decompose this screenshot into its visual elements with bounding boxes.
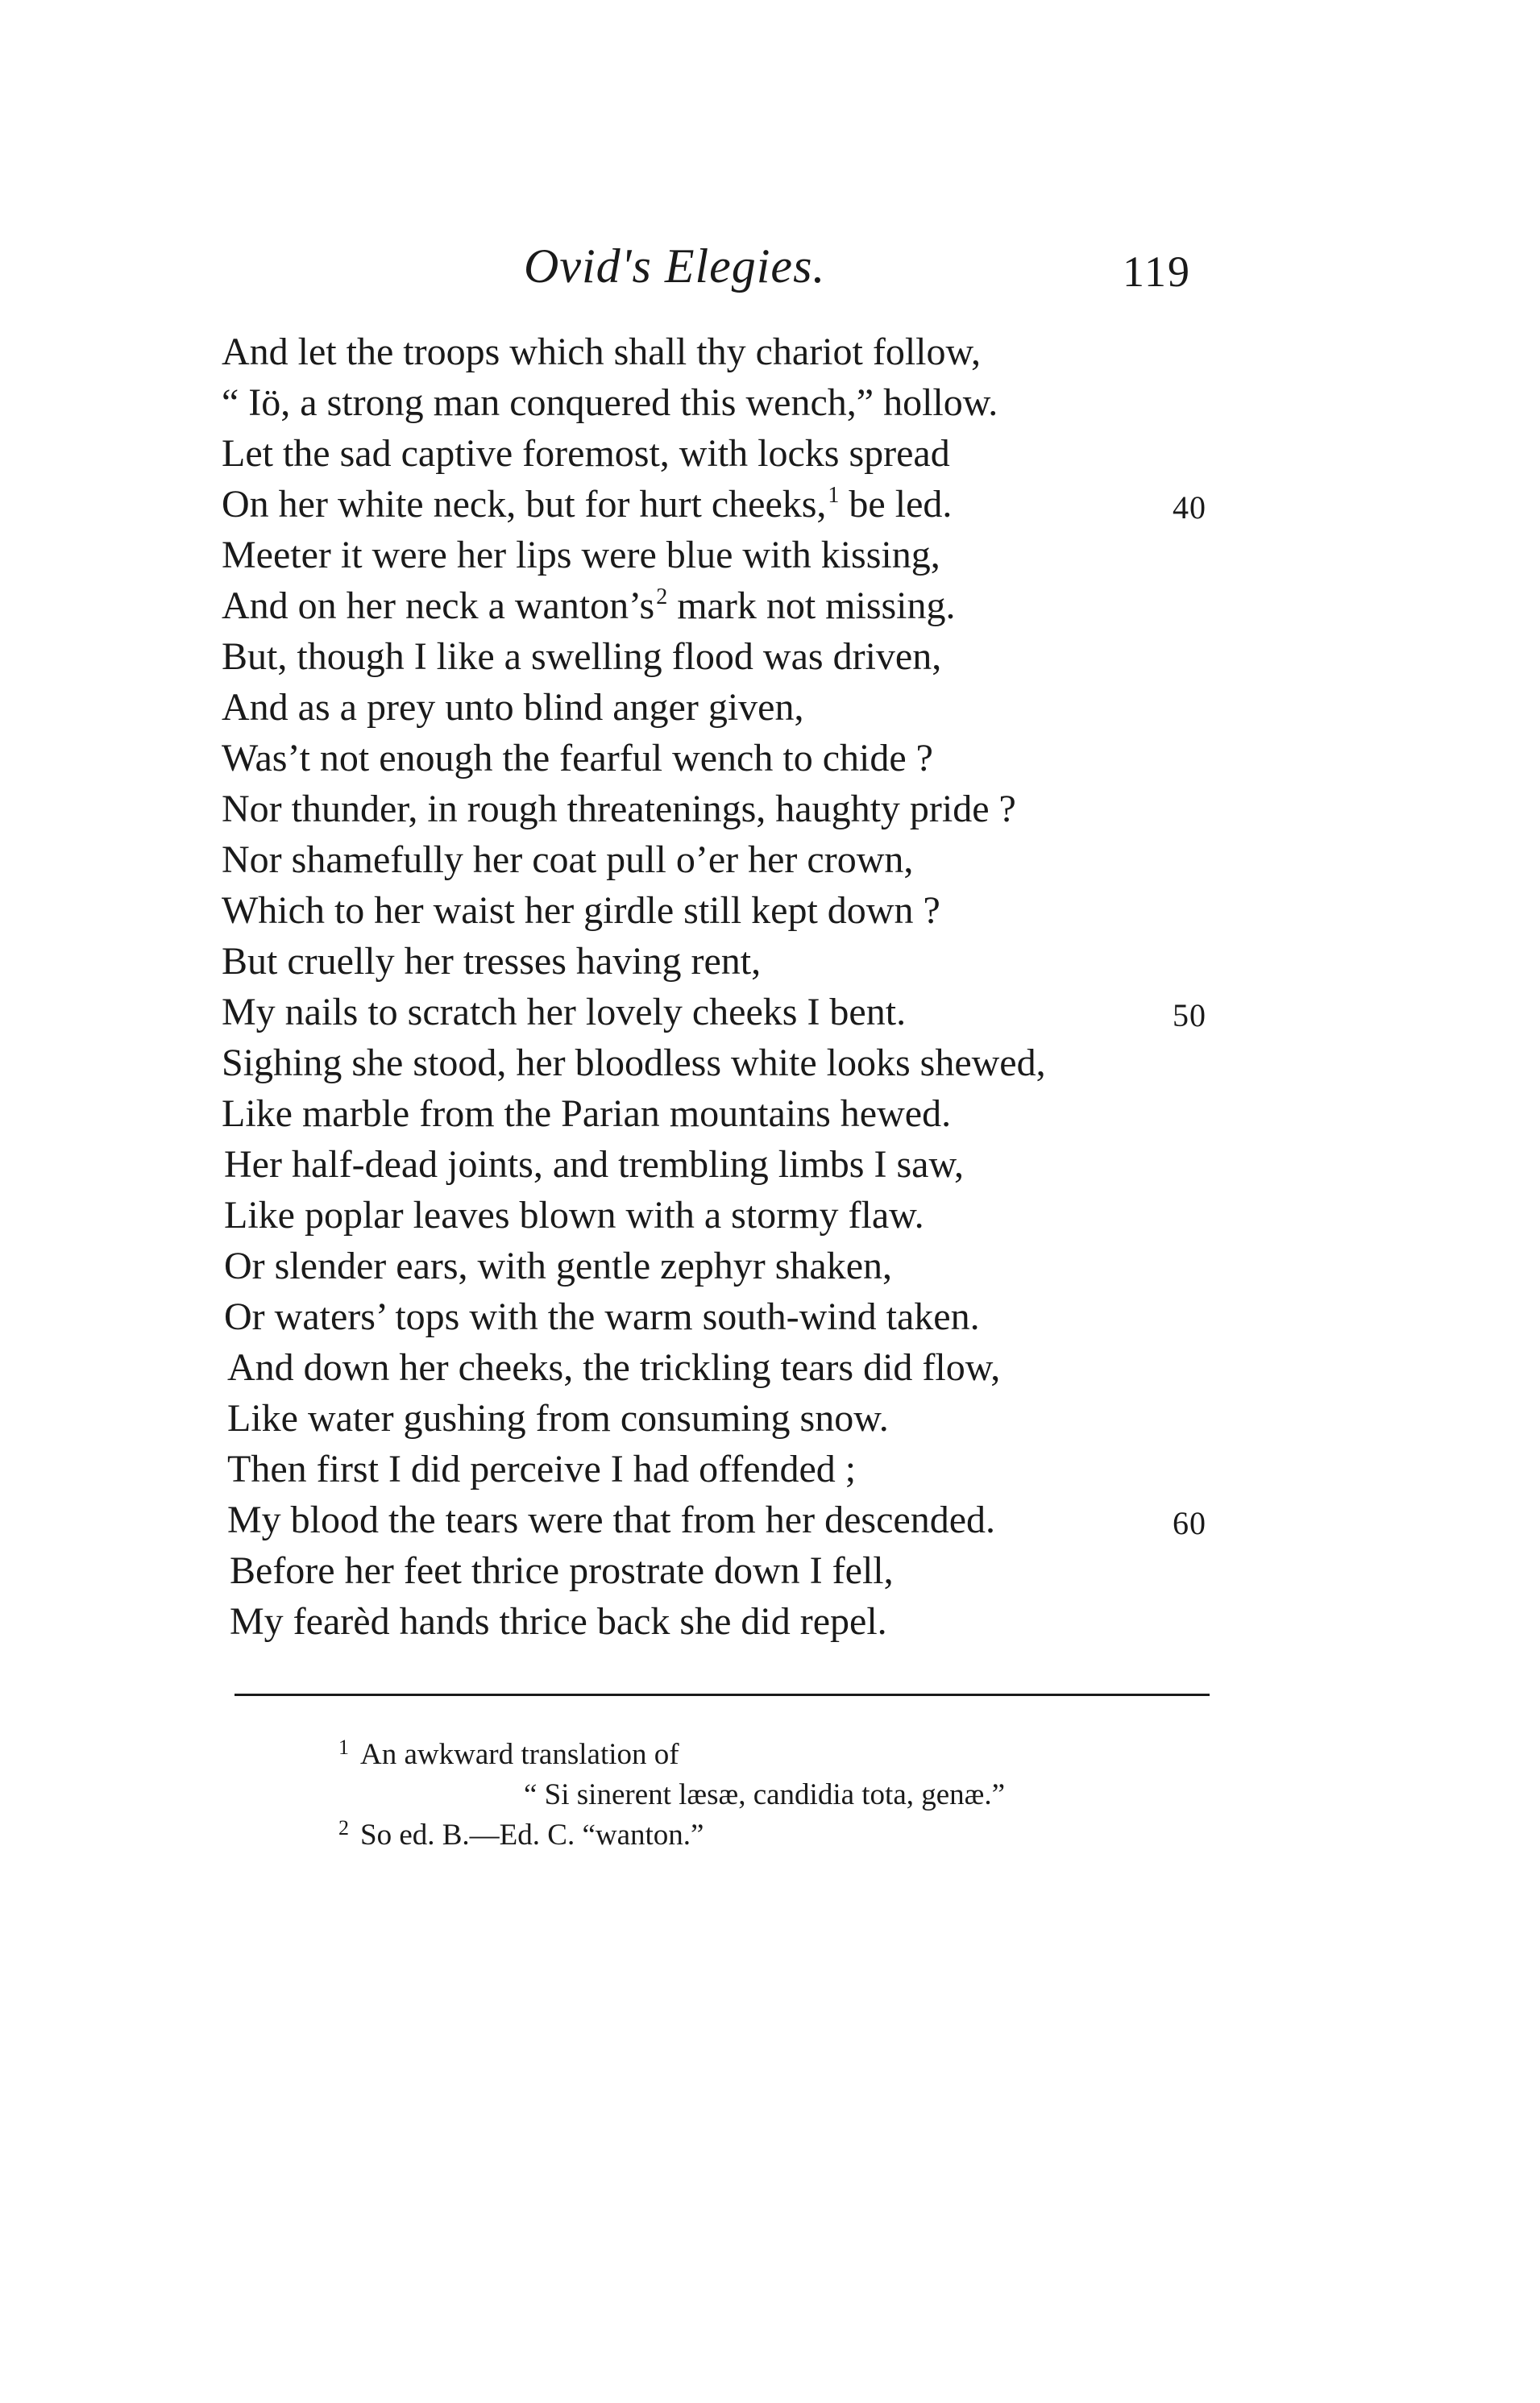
verse-text: My fearèd hands thrice back she did repel. bbox=[230, 1600, 887, 1643]
verse-line bbox=[222, 1037, 1229, 1088]
verse-text: Meeter it were her lips were blue with kissing, bbox=[222, 534, 940, 576]
verse-line bbox=[222, 479, 1229, 530]
verse-text: But cruelly her tresses having rent, bbox=[222, 940, 762, 983]
verse-text: Before her feet thrice prostrate down I fell, bbox=[230, 1549, 894, 1592]
line-number: 40 bbox=[1173, 489, 1206, 526]
verse-line bbox=[222, 1495, 1229, 1545]
verse-line bbox=[222, 1393, 1229, 1444]
verse-text: Sighing she stood, her bloodless white looks shewed, bbox=[222, 1041, 1046, 1084]
verse-line bbox=[222, 1342, 1229, 1393]
verse-text-continued: be led. bbox=[839, 483, 953, 526]
verse-line bbox=[222, 1190, 1229, 1241]
verse-line bbox=[222, 1596, 1229, 1647]
verse-text: And as a prey unto blind anger given, bbox=[222, 686, 804, 729]
verse-text: Or slender ears, with gentle zephyr shaken, bbox=[224, 1245, 893, 1287]
verse-line bbox=[222, 580, 1229, 631]
footnotes bbox=[338, 1735, 1144, 1856]
verse-text: And down her cheeks, the trickling tears did flow, bbox=[227, 1346, 1001, 1389]
verse-text: Her half-dead joints, and trembling limbs I saw, bbox=[224, 1143, 964, 1186]
verse-line bbox=[222, 1139, 1229, 1190]
verse-text: But, though I like a swelling flood was driven, bbox=[222, 635, 942, 678]
verse-line bbox=[222, 1241, 1229, 1291]
footnote-1: 1 An awkward translation of bbox=[338, 1736, 679, 1771]
verse-block bbox=[222, 326, 1229, 1647]
verse-line bbox=[222, 834, 1229, 885]
verse-text: And let the troops which shall thy chariot follow, bbox=[222, 331, 982, 373]
verse-line bbox=[222, 428, 1229, 479]
verse-text: Which to her waist her girdle still kept down ? bbox=[222, 889, 940, 932]
verse-line bbox=[222, 1088, 1229, 1139]
footnote-1-text: An awkward translation of bbox=[360, 1738, 679, 1771]
verse-text-continued: mark not missing. bbox=[667, 584, 956, 627]
footnote-marker: 1 bbox=[828, 483, 840, 508]
verse-text: Like poplar leaves blown with a stormy flaw. bbox=[224, 1194, 924, 1237]
verse-line bbox=[222, 936, 1229, 987]
verse-text: And on her neck a wanton’s bbox=[222, 584, 655, 627]
verse-text: My blood the tears were that from her descended. bbox=[227, 1499, 995, 1541]
running-title: Ovid's Elegies. bbox=[524, 239, 826, 293]
verse-line bbox=[222, 1444, 1229, 1495]
footnote-rule bbox=[235, 1694, 1210, 1696]
footnote-2: 2 So ed. B.—Ed. C. “wanton.” bbox=[338, 1816, 704, 1852]
verse-text: On her white neck, but for hurt cheeks, bbox=[222, 483, 827, 526]
verse-text: Like water gushing from consuming snow. bbox=[227, 1397, 889, 1440]
footnote-1-quote: “ Si sinerent læsæ, candidia tota, genæ.” bbox=[524, 1778, 1006, 1811]
verse-line bbox=[222, 1291, 1229, 1342]
verse-text: Nor shamefully her coat pull o’er her crown, bbox=[222, 838, 914, 881]
verse-line bbox=[222, 631, 1229, 682]
verse-text: Then first I did perceive I had offended ; bbox=[227, 1448, 857, 1490]
line-number: 60 bbox=[1173, 1505, 1206, 1541]
verse-line bbox=[222, 987, 1229, 1037]
verse-text: Like marble from the Parian mountains hewed. bbox=[222, 1092, 952, 1135]
verse-text: My nails to scratch her lovely cheeks I bent. bbox=[222, 991, 907, 1033]
verse-text: Was’t not enough the fearful wench to chide ? bbox=[222, 737, 933, 780]
verse-line bbox=[222, 784, 1229, 834]
verse-text: Nor thunder, in rough threatenings, haughty pride ? bbox=[222, 788, 1016, 830]
verse-line bbox=[222, 1545, 1229, 1596]
verse-line bbox=[222, 733, 1229, 784]
verse-line bbox=[222, 377, 1229, 428]
verse-line bbox=[222, 885, 1229, 936]
line-number: 50 bbox=[1173, 997, 1206, 1033]
verse-line bbox=[222, 326, 1229, 377]
footnote-2-text: So ed. B.—Ed. C. “wanton.” bbox=[360, 1819, 704, 1852]
page-number: 119 bbox=[1123, 247, 1191, 296]
verse-line bbox=[222, 682, 1229, 733]
verse-text: “ Iö, a strong man conquered this wench,” hollow. bbox=[222, 381, 998, 424]
verse-text: Let the sad captive foremost, with locks spread bbox=[222, 432, 950, 475]
footnote-marker: 2 bbox=[656, 584, 668, 609]
verse-line bbox=[222, 530, 1229, 580]
verse-text: Or waters’ tops with the warm south-wind taken. bbox=[224, 1295, 980, 1338]
